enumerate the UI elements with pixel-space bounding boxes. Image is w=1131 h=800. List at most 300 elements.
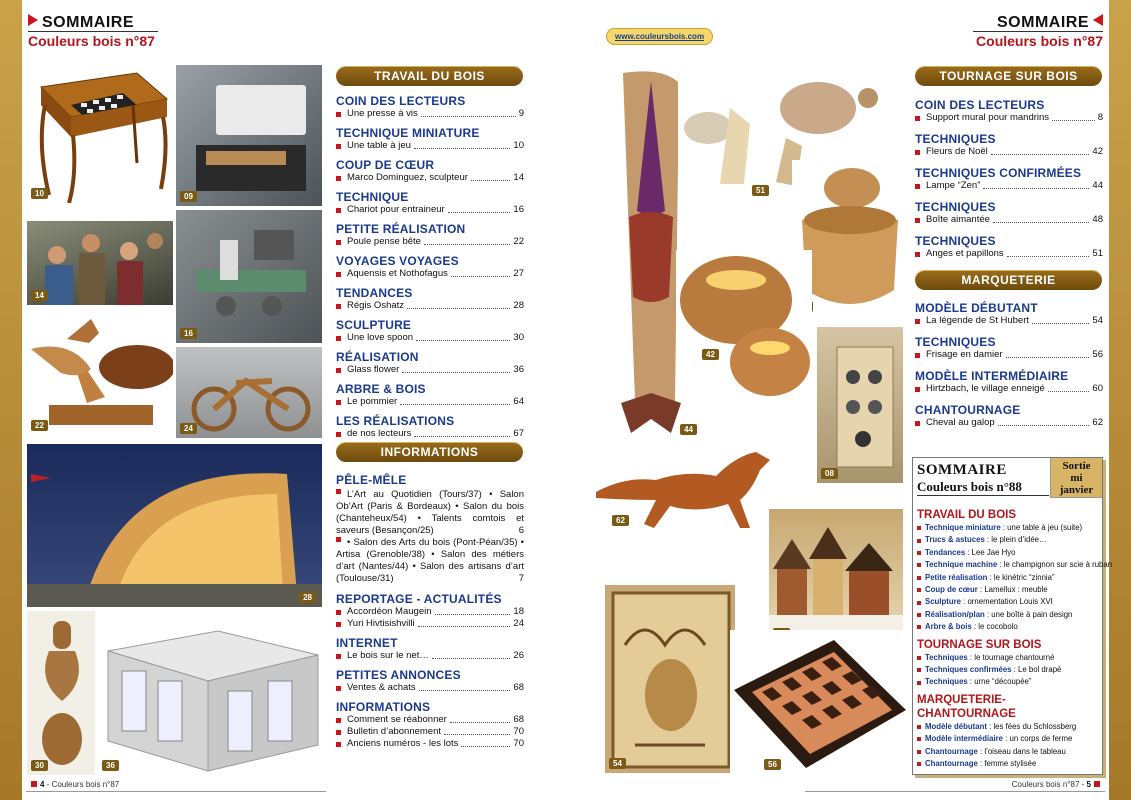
photo-number: 62 [612,515,629,526]
next-issue-box [912,457,1113,775]
bullet-icon [336,240,341,245]
toc-entry [336,714,524,726]
next-entry [917,559,1113,571]
entry-title: Poule pense bête [347,236,421,247]
page-number: 48 [1092,214,1103,225]
entry-title: Boîte aimantée [926,214,990,225]
next-section-list [917,721,1100,771]
toc-entry [336,618,524,630]
photo-glass-flower [97,610,323,776]
photo-number: 16 [180,328,197,339]
page-number: 70 [513,726,524,737]
bullet-icon [336,144,341,149]
toc-category: REPORTAGE - ACTUALITÉS [336,592,502,606]
next-entry-value: : le tournage chantourné [967,652,1055,662]
toc-block [336,415,524,440]
leader-dots [432,658,511,659]
next-entry-key: Chantournage [925,759,978,769]
header-title: SOMMAIRE [42,14,134,31]
toc-entry [336,140,524,152]
entry-title: Une presse à vis [347,108,418,119]
next-entry-text [925,596,1053,608]
website-link[interactable]: www.couleursbois.com [606,28,713,45]
page-number: 6 [518,525,524,536]
bullet-icon [336,272,341,277]
header-subtitle: Couleurs bois n°87 [976,33,1103,49]
toc-category: COIN DES LECTEURS [336,94,466,108]
photo-st-hubert [604,584,736,774]
toc-entry [915,146,1103,158]
toc-block [336,287,524,312]
page-number: 60 [1092,383,1103,394]
leader-dots [450,722,511,723]
bullet-icon [336,208,341,213]
next-entry-text [925,522,1082,534]
toc-block [915,133,1103,158]
next-entry-key: Technique machine [925,560,998,570]
toc-tournage [915,99,1103,269]
leader-dots [993,222,1090,223]
toc-block [336,593,524,630]
entry-title: Yuri Hivtisishvilli [347,618,415,629]
bullet-icon [915,184,920,189]
photo-motorcycle [175,346,323,439]
entry-title: Anciens numéros - les lots [347,738,459,749]
next-entry [917,621,1100,633]
next-entry [917,664,1100,676]
toc-entry [336,726,524,738]
photo-chariot [175,209,323,344]
entry-title: Ventes & achats [347,682,416,693]
bullet-icon [917,613,921,617]
frisage-illustration [817,327,904,484]
next-entry [917,609,1100,621]
toc-entry [336,204,524,216]
toc-entry [915,383,1103,395]
footer-square-icon [1094,781,1100,787]
page-number: 68 [513,682,524,693]
next-entry [917,758,1100,770]
photo-number: 54 [609,758,626,769]
bullet-icon [336,112,341,117]
footer-square-icon [31,781,37,787]
pele-mele-text-1 [336,489,524,537]
page-number: 44 [1092,180,1103,191]
bullet-icon [915,252,920,257]
page-number: 68 [513,714,524,725]
photo-number: 56 [764,759,781,770]
footer-rule-right [805,791,1105,792]
page-number: 28 [513,300,524,311]
header-rule-left [28,31,158,32]
next-entry-text [925,733,1072,745]
toc-block [336,191,524,216]
village-illustration [769,509,904,644]
leader-dots [1048,391,1090,392]
bullet-icon [915,116,920,121]
photo-workshop-people [26,220,174,306]
people-illustration [27,221,174,306]
next-section-list [917,522,1113,634]
bullet-icon [336,622,341,627]
toc-category: TENDANCES [336,286,413,300]
leader-dots [451,276,511,277]
bullet-icon [336,730,341,735]
toc-entry [915,315,1103,327]
bullet-icon [917,762,921,766]
footer-right [1012,780,1103,789]
leader-dots [471,180,511,181]
toc-entry [336,428,524,440]
next-entry-text [925,746,1066,758]
toc-category: RÉALISATION [336,350,419,364]
entry-title: Comment se réabonner [347,714,447,725]
entry-title: Fleurs de Noël [926,146,988,157]
next-issue-title [917,462,1049,496]
toc-informations [336,474,524,757]
toc-entry [915,417,1103,429]
next-entry-text [925,721,1076,733]
next-entry-key: Arbre & bois [925,622,972,632]
toc-category: PETITE RÉALISATION [336,222,466,236]
photo-frisage [816,326,904,484]
toc-entry [336,172,524,184]
photo-love-spoon [26,610,96,776]
next-entry-text [925,534,1047,546]
toc-category: TECHNIQUES CONFIRMÉES [915,166,1082,180]
bullet-icon [917,601,921,605]
toc-entry [336,236,524,248]
pele-mele-events-1: L’Art au Quotidien (Tours/37) • Salon Ob’Art (Paris & Bordeaux) • Salon du bois (Chanteheux/54) • Talents comtois et saveurs (Besançon/25) [336,489,524,536]
next-entry [917,733,1100,745]
next-entry [917,584,1100,596]
page-number: 30 [513,332,524,343]
toc-category: ARBRE & BOIS [336,382,426,396]
arrow-right-icon [28,14,38,26]
header-subtitle: Couleurs bois n°87 [28,33,155,49]
bullet-icon [917,737,921,741]
photo-number: 10 [31,188,48,199]
next-entry-key: Coup de cœur [925,585,978,595]
entry-title: Une love spoon [347,332,414,343]
game-table-illustration [27,65,174,204]
photo-hen-memo [26,308,174,436]
toc-block [336,127,524,152]
bullet-icon [917,563,921,567]
page-number: 67 [513,428,524,439]
next-entry-value: : urne “découpée” [967,677,1032,687]
toc-entry [915,214,1103,226]
next-entry-key: Chantournage [925,746,978,756]
next-section-list [917,652,1100,689]
page-edge-left [0,0,22,800]
footer-text: - Couleurs bois n°87 [46,780,120,789]
bullet-icon [915,421,920,426]
page-number: 56 [1092,349,1103,360]
next-entry-key: Modèle débutant [925,721,987,731]
toc-entry [336,268,524,280]
page-edge-right [1109,0,1131,800]
next-entry-key: Techniques [925,677,968,687]
page-number-left: 4 [40,780,45,789]
section-header-travail: TRAVAIL DU BOIS [336,66,523,86]
next-entry-value: : une boîte à pain design [984,609,1073,619]
toc-entry [336,108,524,120]
next-entry-key: Trucs & astuces [925,535,985,545]
entry-title: Hirtzbach, le village enneigé [926,383,1045,394]
photo-house-oshatz [26,443,323,608]
photo-number: 22 [31,420,48,431]
leader-dots [416,340,510,341]
next-entry-key: Modèle intermédiaire [925,734,1003,744]
toc-category: INTERNET [336,636,398,650]
bullet-icon [336,489,341,494]
next-entry-value: : un corps de ferme [1003,734,1073,744]
toc-category: TECHNIQUES [915,335,996,349]
page-number: 42 [1092,146,1103,157]
bullet-icon [917,681,921,685]
next-entry [917,572,1100,584]
photo-christmas-flowers [676,250,812,400]
photo-village [768,508,904,644]
leader-dots [424,244,510,245]
next-entry-text [925,547,1015,559]
toc-block [915,167,1103,192]
bullet-icon [917,576,921,580]
toc-category: LES RÉALISATIONS [336,414,455,428]
photo-number: 30 [31,760,48,771]
entry-title: de nos lecteurs [347,428,412,439]
entry-title: Marco Dominguez, sculpteur [347,172,468,183]
next-entry [917,676,1100,688]
next-issue-subtitle: Couleurs bois n°88 [917,479,1022,494]
release-label: mi [1070,472,1083,484]
press-illustration [176,65,323,207]
leader-dots [448,212,511,213]
chariot-illustration [176,210,323,344]
toc-block [915,201,1103,226]
toc-block [915,336,1103,361]
next-entry [917,522,1100,534]
house-illustration [27,444,323,608]
photo-number: 14 [31,290,48,301]
flowers-illustration [676,250,812,400]
toc-info-list [336,593,524,750]
toc-block [336,319,524,344]
bullet-icon [336,742,341,747]
toc-block [915,99,1103,124]
next-entry-text [925,572,1055,584]
next-entry-text [925,676,1031,688]
pele-mele-text-2 [336,537,524,585]
toc-travail [336,95,524,447]
entry-title: Aquensis et Nothofagus [347,268,448,279]
bullet-icon [917,588,921,592]
next-section-title: TOURNAGE SUR BOIS [917,638,1042,651]
toc-category: TECHNIQUES [915,200,996,214]
leader-dots [414,436,510,437]
toc-block [915,404,1103,429]
toc-block [915,370,1103,395]
toc-category: PETITES ANNONCES [336,668,461,682]
next-entry-value: : le plein d’idée… [984,535,1047,545]
bullet-icon [336,654,341,659]
next-entry-key: Technique miniature [925,523,1001,532]
toc-block [336,701,524,750]
next-section-title: TRAVAIL DU BOIS [917,509,1017,521]
toc-category: MODÈLE INTERMÉDIAIRE [915,369,1069,383]
toc-category: SCULPTURE [336,318,412,332]
next-entry-text [925,652,1054,664]
toc-block [336,255,524,280]
next-entry [917,596,1100,608]
next-entry-text [925,584,1048,596]
leader-dots [400,404,510,405]
bullet-icon [917,725,921,729]
photo-number: 36 [102,760,119,771]
toc-block [336,95,524,120]
next-entry-text [925,559,1112,571]
toc-entry [336,332,524,344]
page-number: 9 [518,108,524,119]
next-entry-value: : Lamellux : meuble [977,585,1048,595]
photo-number: 44 [680,424,697,435]
next-entry-key: Techniques confirmées [925,665,1012,675]
page-number: 16 [513,204,524,215]
toc-block [336,637,524,662]
next-issue-contents [917,504,1113,771]
leader-dots [407,308,510,309]
bullet-icon [915,218,920,223]
page-number: 51 [1092,248,1103,259]
toc-entry [915,112,1103,124]
toc-entry [915,349,1103,361]
next-entry-value: : ornementation Louis XVI [960,597,1053,607]
page-number: 22 [513,236,524,247]
toc-entry [336,606,524,618]
leader-dots [402,372,510,373]
entry-title: Une table à jeu [347,140,411,151]
toc-category: TECHNIQUE MINIATURE [336,126,480,140]
toc-entry [336,682,524,694]
page-number: 26 [513,650,524,661]
section-header-tournage: TOURNAGE SUR BOIS [915,66,1102,86]
toc-category: MODÈLE DÉBUTANT [915,301,1038,315]
toc-entry [336,738,524,750]
bullet-icon [917,625,921,629]
next-entry-text [925,758,1036,770]
leader-dots [418,626,511,627]
st-hubert-illustration [605,585,736,774]
pele-mele-events-2: • Salon des Arts du bois (Pont-Péan/35) • Artisa (Grenoble/38) • Salon des métiers d’art (Nantes/44) • Salon des artisans d’art (Toulouse/31) [336,537,524,584]
leader-dots [998,425,1090,426]
photo-number: 08 [821,468,838,479]
page-number: 8 [1097,112,1103,123]
leader-dots [1006,357,1090,358]
page-number: 64 [513,396,524,407]
bullet-icon [336,432,341,437]
toc-entry [336,396,524,408]
header-rule-right [973,31,1103,32]
next-issue-heading: SOMMAIRE [917,462,1007,478]
header-title: SOMMAIRE [997,14,1089,31]
next-entry-value: : l’oiseau dans le tableau [977,746,1066,756]
page-number: 27 [513,268,524,279]
next-entry-key: Tendances [925,547,966,557]
photo-number: 28 [299,592,316,603]
photo-number: 42 [702,349,719,360]
photo-game-table [26,64,174,204]
footer-text: Couleurs bois n°87 - [1011,780,1085,789]
bullet-icon [915,353,920,358]
page-number: 10 [513,140,524,151]
toc-entry [336,300,524,312]
motorcycle-illustration [176,347,323,439]
toc-category: COUP DE CŒUR [336,158,435,172]
bullet-icon [917,539,921,543]
next-entry [917,547,1100,559]
next-entry [917,534,1100,546]
next-entry [917,721,1100,733]
page-number: 36 [513,364,524,375]
bullet-icon [915,319,920,324]
toc-block [336,383,524,408]
next-section-title: MARQUETERIE-CHANTOURNAGE [917,693,1016,720]
next-entry-value: : une table à jeu (suite) [1000,523,1083,532]
entry-title: Cheval au galop [926,417,995,428]
page-number: 7 [518,573,524,584]
photo-checkerboard [730,630,908,774]
bullet-icon [915,150,920,155]
page-number: 62 [1092,417,1103,428]
bullet-icon [336,610,341,615]
bullet-icon [917,750,921,754]
entry-title: Bulletin d’abonnement [347,726,442,737]
photo-number: 51 [752,185,769,196]
leader-dots [1007,256,1090,257]
next-entry [917,746,1100,758]
next-entry-value: : le champignon sur scie à ruban [997,560,1113,570]
toc-category: TECHNIQUES [915,132,996,146]
entry-title: Le pommier [347,396,398,407]
next-entry-key: Sculpture [925,597,961,607]
release-date-badge [1050,458,1102,498]
leader-dots [444,734,510,735]
love-spoon-illustration [27,611,96,776]
bullet-icon [917,656,921,660]
bullet-icon [915,387,920,392]
leader-dots [1032,323,1089,324]
entry-title: Chariot pour entraineur [347,204,445,215]
toc-block [915,235,1103,260]
arrow-left-icon [1093,14,1103,26]
section-header-marqueterie: MARQUETERIE [915,270,1102,290]
bullet-icon [336,537,341,542]
entry-title: Régis Oshatz [347,300,405,311]
toc-category: TECHNIQUES [915,234,996,248]
next-entry [917,652,1100,664]
entry-title: Anges et papillons [926,248,1004,259]
next-entry-key: Techniques [925,652,968,662]
footer-left [28,780,119,789]
toc-block [336,669,524,694]
next-entry-value: : les fées du Schlossberg [986,721,1077,731]
page-number-right: 5 [1086,780,1091,789]
toc-category: TECHNIQUE [336,190,409,204]
bullet-icon [917,551,921,555]
entry-title: Lampe “Zen” [926,180,981,191]
toc-category: CHANTOURNAGE [915,403,1021,417]
